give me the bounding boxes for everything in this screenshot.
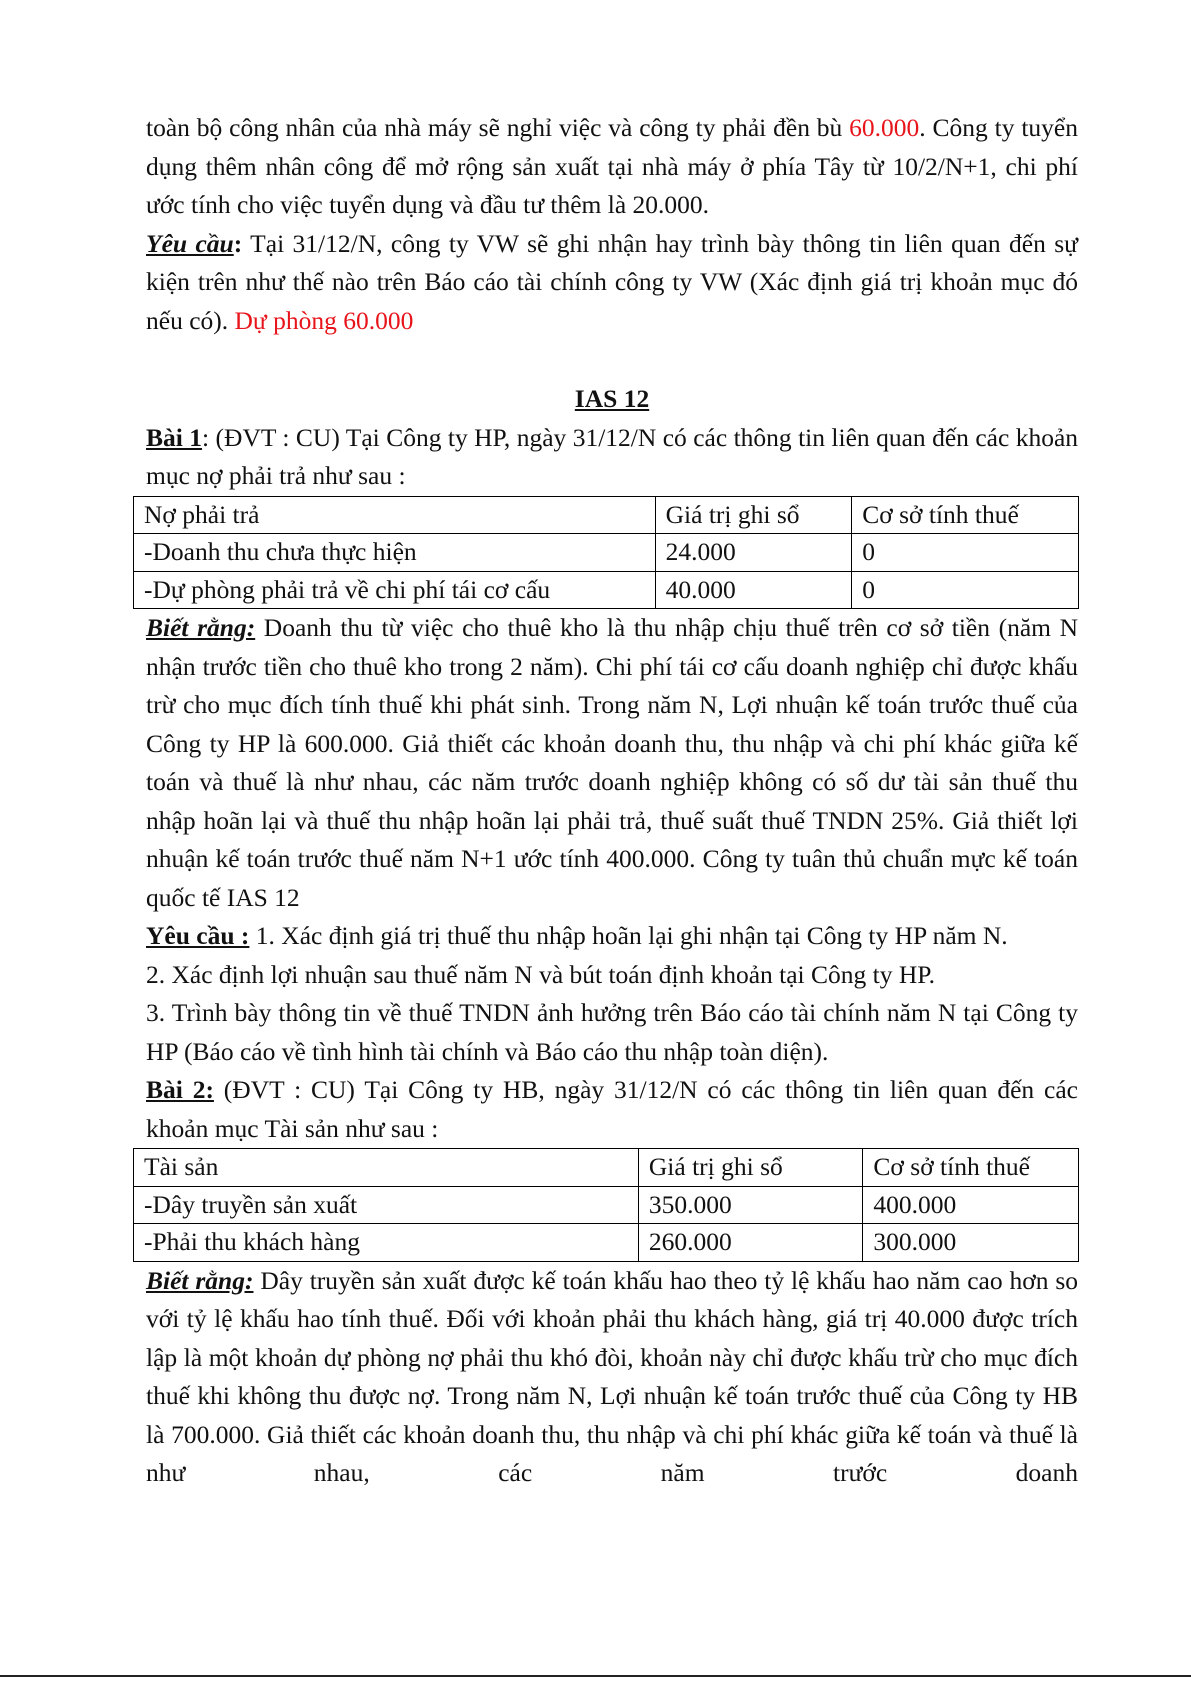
liabilities-table xyxy=(133,496,1079,610)
requirement-label: Yêu cầu xyxy=(146,228,234,258)
known-label: Biết rằng: xyxy=(146,613,256,642)
bai2-label: Bài 2: xyxy=(146,1075,214,1104)
table-row xyxy=(134,1186,1079,1224)
bai1-known: Biết rằng: Doanh thu từ việc cho thuê kho là thu nhập chịu thuế trên cơ sở tiền (năm N nhận trước tiền cho thuê kho trong 2 năm). Chi phí tái cơ cấu doanh nghiệp chỉ được khấu trừ cho mục đích tính thuế khi phát sinh. Trong năm N, Lợi nhuận kế toán trước thuế của Công ty HP là 600.000. Giả thiết các khoản doanh thu, thu nhập và chi phí khác giữa kế toán và thuế là như nhau, các năm trước doanh nghiệp không có số dư tài sản thuế thu nhập hoãn lại và thuế thu nhập hoãn lại phải trả, thuế suất thuế TNDN 25%. Giả thiết lợi nhuận kế toán trước thuế năm N+1 ước tính 400.000. Công ty tuân thủ chuẩn mực kế toán quốc tế IAS 12 xyxy=(146,613,1078,912)
bai1-intro: Bài 1: (ĐVT : CU) Tại Công ty HP, ngày 31/12/N có các thông tin liên quan đến các khoản mục nợ phải trả như sau : xyxy=(146,422,1079,490)
bai2-intro: Bài 2: (ĐVT : CU) Tại Công ty HB, ngày 31/12/N có các thông tin liên quan đến các khoản mục Tài sản như sau : xyxy=(146,1075,1078,1143)
table-header-cell: Giá trị ghi sổ xyxy=(638,1149,863,1187)
table-cell: 24.000 xyxy=(655,534,852,572)
table-header-cell: Nợ phải trả xyxy=(134,496,656,534)
answer-note: Dự phòng 60.000 xyxy=(234,305,414,335)
table-cell: 400.000 xyxy=(863,1186,1079,1224)
section-heading: IAS 12 xyxy=(574,384,650,413)
table-header-row xyxy=(134,1149,1079,1187)
page-bottom-divider xyxy=(0,1675,1191,1677)
table-cell: 0 xyxy=(852,571,1079,609)
bai1-requirement-3: 3. Trình bày thông tin về thuế TNDN ảnh hưởng trên Báo cáo tài chính năm N tại Công ty HP (Báo cáo về tình hình tài chính và Báo cáo thu nhập toàn diện). xyxy=(146,998,1078,1066)
bai2-known: Biết rằng: Dây truyền sản xuất được kế toán khấu hao theo tỷ lệ khấu hao năm cao hơn so với tỷ lệ khấu hao tính thuế. Đối với khoản phải thu khách hàng, giá trị 40.000 được trích lập là một khoản dự phòng nợ phải thu khó đòi, khoản này chỉ được khấu trừ cho mục đích thuế khi không thu được nợ. Trong năm N, Lợi nhuận kế toán trước thuế của Công ty HB là 700.000. Giả thiết các khoản doanh thu, thu nhập và chi phí khác giữa kế toán và thuế là như nhau, các năm trước doanh xyxy=(146,1265,1079,1487)
table-cell: -Doanh thu chưa thực hiện xyxy=(134,534,656,572)
document-page xyxy=(146,109,1078,1493)
intro-requirement: Yêu cầu: Tại 31/12/N, công ty VW sẽ ghi nhận hay trình bày thông tin liên quan đến sự kiện trên như thế nào trên Báo cáo tài chính công ty VW (Xác định giá trị khoản mục đó nếu có). Dự phòng 60.000 xyxy=(146,228,1079,335)
bai1-requirement-2: 2. Xác định lợi nhuận sau thuế năm N và bút toán định khoản tại Công ty HP. xyxy=(146,959,936,989)
table-cell: 40.000 xyxy=(655,571,852,609)
bai1-requirement-1: Yêu cầu : 1. Xác định giá trị thuế thu nhập hoãn lại ghi nhận tại Công ty HP năm N. xyxy=(146,921,1008,950)
table-cell: -Phải thu khách hàng xyxy=(134,1224,639,1262)
table-header-cell: Tài sản xyxy=(134,1149,639,1187)
table-header-cell: Giá trị ghi sổ xyxy=(655,496,852,534)
assets-table xyxy=(133,1148,1079,1262)
table-row xyxy=(134,534,1079,572)
table-cell: 350.000 xyxy=(638,1186,863,1224)
known-label: Biết rằng: xyxy=(146,1265,254,1295)
table-row xyxy=(134,1224,1079,1262)
requirement-label: Yêu cầu : xyxy=(146,921,250,950)
table-cell: 300.000 xyxy=(863,1224,1079,1262)
table-cell: -Dây truyền sản xuất xyxy=(134,1186,639,1224)
table-row xyxy=(134,571,1079,609)
table-header-cell: Cơ sở tính thuế xyxy=(852,496,1079,534)
table-cell: 0 xyxy=(852,534,1079,572)
table-header-cell: Cơ sở tính thuế xyxy=(863,1149,1079,1187)
compensation-amount: 60.000 xyxy=(849,113,920,142)
intro-paragraph: toàn bộ công nhân của nhà máy sẽ nghỉ việc và công ty phải đền bù 60.000. Công ty tuyển dụng thêm nhân công để mở rộng sản xuất tại nhà máy ở phía Tây từ 10/2/N+1, chi phí ước tính cho việc tuyển dụng và đầu tư thêm là 20.000. xyxy=(146,113,1079,219)
table-header-row xyxy=(134,496,1079,534)
table-cell: -Dự phòng phải trả về chi phí tái cơ cấu xyxy=(134,571,656,609)
bai1-label: Bài 1 xyxy=(146,422,203,452)
table-cell: 260.000 xyxy=(638,1224,863,1262)
